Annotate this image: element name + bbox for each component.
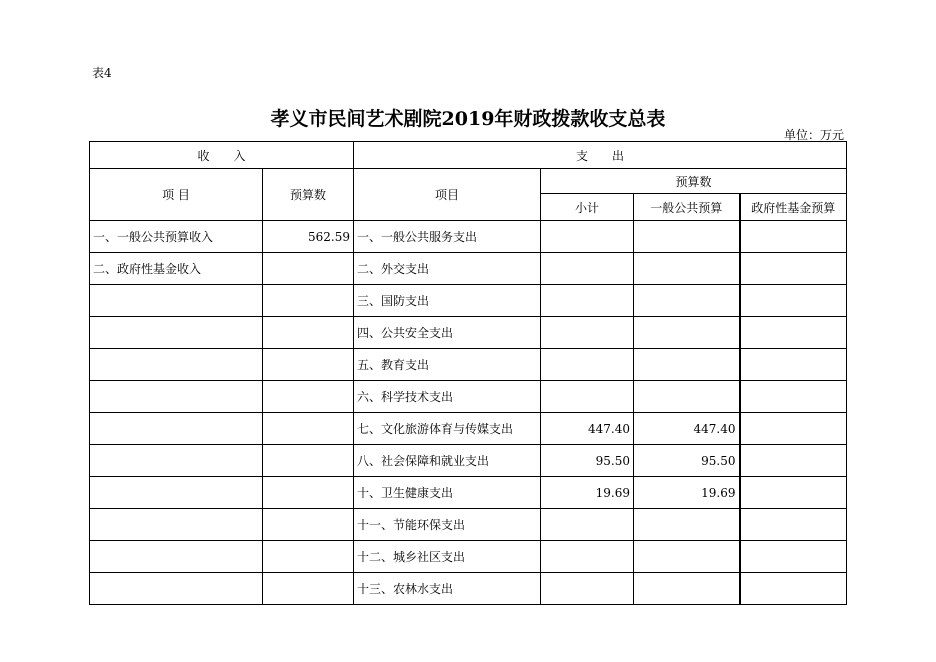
subtotal-cell (541, 509, 634, 541)
expense-item-cell: 六、科学技术支出 (354, 381, 541, 413)
table-row (90, 509, 847, 541)
expense-item-cell: 十、卫生健康支出 (354, 477, 541, 509)
expense-item-cell: 十二、城乡社区支出 (354, 541, 541, 573)
expense-item-cell: 四、公共安全支出 (354, 317, 541, 349)
subtotal-cell: 95.50 (541, 445, 634, 477)
subtotal-cell (541, 221, 634, 253)
subtotal-cell (541, 573, 634, 605)
table-row (90, 477, 847, 509)
expense-item-cell: 八、社会保障和就业支出 (354, 445, 541, 477)
subtotal-cell (541, 541, 634, 573)
expense-item-cell: 十一、节能环保支出 (354, 509, 541, 541)
budget-table (89, 141, 847, 605)
income-item-cell (90, 349, 263, 381)
general-budget-cell (634, 573, 740, 605)
fund-budget-cell (740, 541, 847, 573)
table-row (90, 317, 847, 349)
general-budget-cell: 447.40 (634, 413, 740, 445)
sheet-label: 表4 (92, 66, 112, 80)
table-row (90, 573, 847, 605)
general-budget-cell (634, 253, 740, 285)
header-item: 项 目 (90, 169, 263, 221)
general-budget-cell (634, 317, 740, 349)
header-general: 一般公共预算 (634, 194, 740, 221)
income-amount-cell (263, 541, 354, 573)
page-title: 孝义市民间艺术剧院2019年财政拨款收支总表 (270, 108, 666, 130)
expense-item-cell: 五、教育支出 (354, 349, 541, 381)
subtotal-cell (541, 381, 634, 413)
income-item-cell (90, 445, 263, 477)
header-exp-item: 项目 (354, 169, 541, 221)
fund-budget-cell (740, 413, 847, 445)
table-row (90, 285, 847, 317)
subtotal-cell: 447.40 (541, 413, 634, 445)
income-item-cell (90, 317, 263, 349)
expense-item-cell: 一、一般公共服务支出 (354, 221, 541, 253)
income-amount-cell (263, 445, 354, 477)
general-budget-cell: 19.69 (634, 477, 740, 509)
subtotal-cell (541, 253, 634, 285)
income-amount-cell (263, 253, 354, 285)
fund-budget-cell (740, 445, 847, 477)
header-income: 收 入 (90, 142, 354, 169)
table-row (90, 253, 847, 285)
income-amount-cell (263, 573, 354, 605)
header-budget: 预算数 (263, 169, 354, 221)
income-amount-cell (263, 413, 354, 445)
income-item-cell: 二、政府性基金收入 (90, 253, 263, 285)
general-budget-cell (634, 349, 740, 381)
header-fund: 政府性基金预算 (740, 194, 847, 221)
table-row (90, 413, 847, 445)
subtotal-cell: 19.69 (541, 477, 634, 509)
general-budget-cell: 95.50 (634, 445, 740, 477)
income-item-cell (90, 413, 263, 445)
general-budget-cell (634, 381, 740, 413)
income-amount-cell (263, 477, 354, 509)
fund-budget-cell (740, 317, 847, 349)
expense-item-cell: 二、外交支出 (354, 253, 541, 285)
subtotal-cell (541, 285, 634, 317)
header-expense: 支 出 (354, 142, 847, 169)
income-item-cell (90, 477, 263, 509)
expense-item-cell: 七、文化旅游体育与传媒支出 (354, 413, 541, 445)
expense-item-cell: 十三、农林水支出 (354, 573, 541, 605)
fund-budget-cell (740, 509, 847, 541)
income-item-cell (90, 285, 263, 317)
table-row (90, 445, 847, 477)
income-amount-cell: 562.59 (263, 221, 354, 253)
expense-item-cell: 三、国防支出 (354, 285, 541, 317)
fund-budget-cell (740, 253, 847, 285)
header-subtotal: 小计 (541, 194, 634, 221)
subtotal-cell (541, 317, 634, 349)
fund-budget-cell (740, 381, 847, 413)
income-amount-cell (263, 509, 354, 541)
general-budget-cell (634, 221, 740, 253)
income-item-cell (90, 381, 263, 413)
income-item-cell (90, 573, 263, 605)
header-row-1 (90, 142, 847, 169)
general-budget-cell (634, 509, 740, 541)
fund-budget-cell (740, 349, 847, 381)
income-amount-cell (263, 349, 354, 381)
unit-label: 单位：万元 (783, 128, 844, 142)
table-row (90, 349, 847, 381)
fund-budget-cell (740, 477, 847, 509)
header-exp-budget: 预算数 (541, 169, 847, 194)
table-row (90, 541, 847, 573)
fund-budget-cell (740, 573, 847, 605)
header-row-2 (90, 169, 847, 194)
income-amount-cell (263, 381, 354, 413)
table-row (90, 381, 847, 413)
income-item-cell: 一、一般公共预算收入 (90, 221, 263, 253)
income-item-cell (90, 509, 263, 541)
general-budget-cell (634, 285, 740, 317)
fund-budget-cell (740, 285, 847, 317)
income-amount-cell (263, 317, 354, 349)
table-row (90, 221, 847, 253)
subtotal-cell (541, 349, 634, 381)
income-item-cell (90, 541, 263, 573)
general-budget-cell (634, 541, 740, 573)
fund-budget-cell (740, 221, 847, 253)
income-amount-cell (263, 285, 354, 317)
